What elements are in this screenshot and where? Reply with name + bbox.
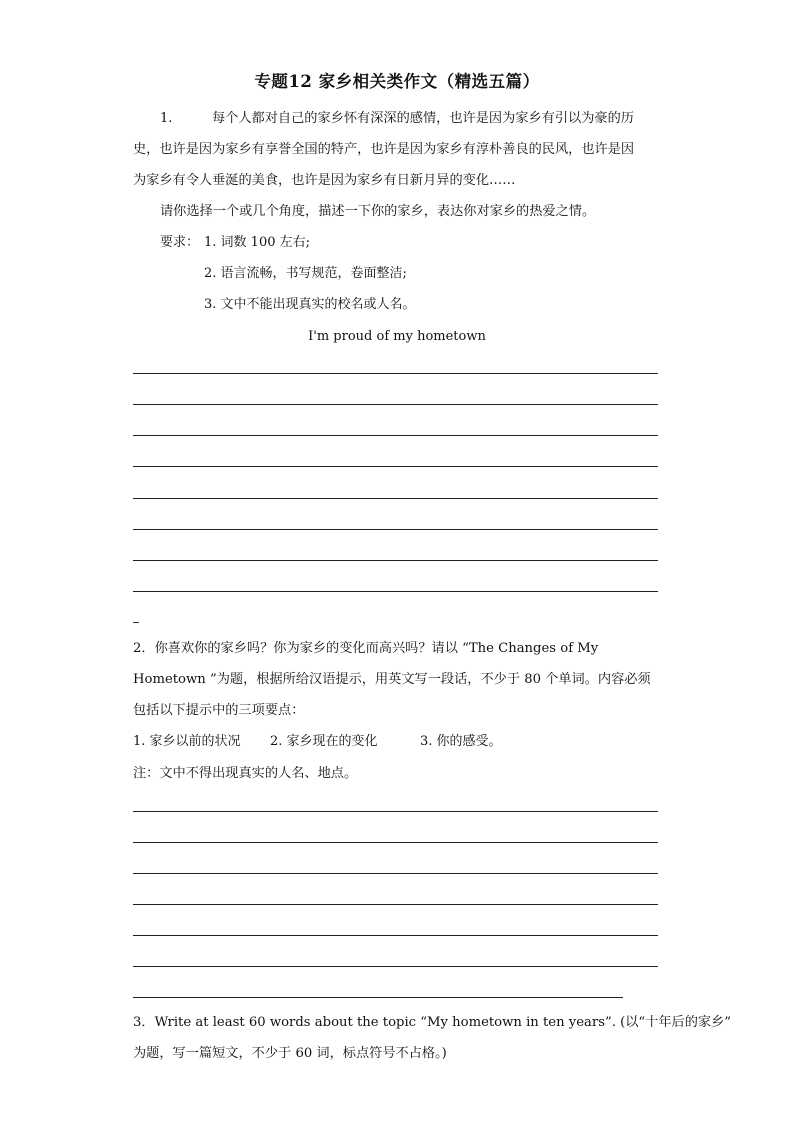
q1-writing-line-2 (133, 404, 658, 405)
q1-writing-line-4 (133, 466, 658, 467)
q2-writing-line-6 (133, 966, 658, 967)
q1-prompt-line-1: 每个人都对自己的家乡怀有深深的感情，也许是因为家乡有引以为豪的历 (212, 111, 634, 126)
q2-writing-line-4 (133, 904, 658, 905)
q1-number: 1. (160, 111, 173, 126)
q3-prompt-line-1: 3．Write at least 60 words about the topic “My hometown in ten years”. (以“十年后的家乡” (133, 1015, 732, 1030)
q1-requirement-2: 2. 语言流畅，书写规范，卷面整洁; (204, 266, 407, 281)
q2-writing-line-5 (133, 935, 658, 936)
q1-prompt-line-2: 史，也许是因为家乡有享誉全国的特产，也许是因为家乡有淳朴善良的民风，也许是因 (133, 142, 635, 157)
q2-writing-line-7 (133, 997, 623, 998)
page-title: 专题12 家乡相关类作文（精选五篇） (254, 72, 540, 91)
q2-writing-line-2 (133, 842, 658, 843)
q1-essay-title: I'm proud of my hometown (308, 329, 486, 344)
q1-writing-line-6 (133, 529, 658, 530)
q1-writing-line-1 (133, 373, 658, 374)
q2-prompt-line-1: 2．你喜欢你的家乡吗？你为家乡的变化而高兴吗？请以 “The Changes of My (133, 641, 599, 656)
q1-instruction: 请你选择一个或几个角度，描述一下你的家乡，表达你对家乡的热爱之情。 (160, 204, 596, 219)
q1-writing-line-3 (133, 435, 658, 436)
q3-prompt-line-2: 为题，写一篇短文，不少于 60 词，标点符号不占格。) (133, 1046, 447, 1061)
q1-short-dash (133, 622, 139, 623)
q1-writing-line-7 (133, 560, 658, 561)
q1-requirement-1: 1. 词数 100 左右; (204, 235, 310, 250)
q2-writing-line-3 (133, 873, 658, 874)
q2-prompt-line-2: Hometown ”为题，根据所给汉语提示，用英文写一段话，不少于 80 个单词。内容必须 (133, 672, 651, 687)
q2-prompt-line-3: 包括以下提示中的三项要点： (133, 703, 305, 718)
q2-point-3: 3. 你的感受。 (420, 734, 502, 749)
q2-writing-line-1 (133, 811, 658, 812)
q1-requirement-3: 3. 文中不能出现真实的校名或人名。 (204, 297, 416, 312)
q2-point-1: 1. 家乡以前的状况 (133, 734, 241, 749)
q2-note: 注：文中不得出现真实的人名、地点。 (133, 766, 358, 781)
q1-writing-line-8 (133, 591, 658, 592)
q1-prompt-line-3: 为家乡有令人垂涎的美食，也许是因为家乡有日新月异的变化…… (133, 173, 516, 188)
q1-requirements-label: 要求： (160, 235, 200, 250)
q2-point-2: 2. 家乡现在的变化 (270, 734, 378, 749)
q1-writing-line-5 (133, 498, 658, 499)
